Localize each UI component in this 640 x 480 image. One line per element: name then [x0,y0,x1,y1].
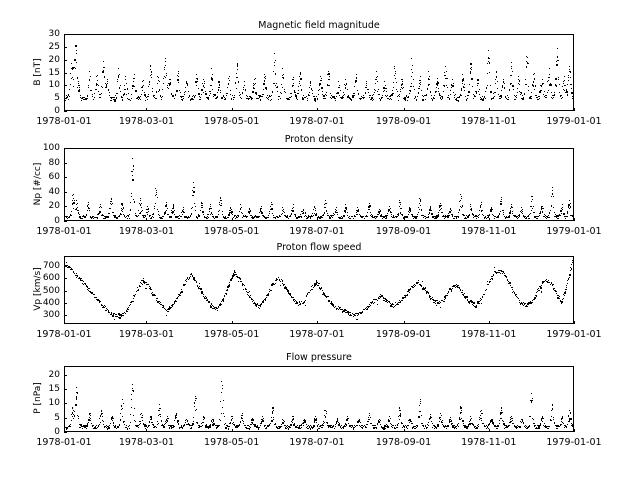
y-tick-mark [64,85,67,86]
y-tick-mark [64,177,67,178]
y-tick-label: 10 [48,398,60,409]
x-tick-mark [64,321,65,324]
y-tick-label: 80 [48,157,60,168]
panel-title: Proton density [284,134,354,145]
y-tick-label: 20 [48,201,60,212]
y-tick-mark [64,266,67,267]
y-tick-label: 400 [42,297,60,308]
x-tick-mark [404,321,405,324]
plot-area [64,34,574,111]
y-axis-label: P [nPa] [33,382,43,414]
y-tick-mark [64,148,67,149]
x-tick-mark [489,321,490,324]
y-tick-mark [64,206,67,207]
x-tick-mark [64,108,65,111]
y-tick-mark [64,98,67,99]
x-tick-label: 1978-03-01 [118,116,175,127]
x-tick-label: 1978-11-01 [461,329,517,340]
x-tick-mark [574,321,575,324]
y-tick-mark [64,34,67,35]
x-tick-label: 1978-07-01 [289,329,345,340]
x-tick-label: 1978-09-01 [375,116,432,127]
x-tick-mark [232,218,233,221]
panel-title: Magnetic field magnitude [258,20,380,31]
y-tick-label: 500 [42,285,60,296]
x-tick-mark [574,108,575,111]
x-tick-label: 1978-05-01 [204,116,260,127]
x-tick-mark [489,429,490,432]
x-tick-label: 1978-09-01 [375,437,432,448]
y-tick-label: 0 [54,427,60,437]
x-tick-mark [146,321,147,324]
y-axis-label: B [nT] [33,57,43,86]
x-tick-mark [64,218,65,221]
x-tick-label: 1978-01-01 [36,226,92,237]
y-tick-label: 15 [48,383,60,394]
x-tick-label: 1978-03-01 [118,329,175,340]
y-tick-label: 0 [54,216,60,226]
chart-panel-2 [33,134,602,237]
y-tick-label: 0 [54,106,60,116]
x-tick-label: 1979-01-01 [546,437,602,448]
x-tick-mark [146,108,147,111]
x-tick-label: 1978-05-01 [204,329,260,340]
x-tick-label: 1979-01-01 [546,116,602,127]
x-tick-label: 1978-03-01 [118,437,175,448]
y-tick-mark [64,192,67,193]
x-tick-mark [404,218,405,221]
y-tick-label: 10 [48,80,60,91]
plot-area [64,256,574,324]
x-tick-mark [317,108,318,111]
plot-area [64,148,574,221]
x-tick-label: 1978-07-01 [289,437,345,448]
chart-panel-1 [33,20,602,127]
x-tick-label: 1978-01-01 [36,437,92,448]
x-tick-mark [489,218,490,221]
y-axis-label: Vp [km/s] [33,267,43,311]
x-tick-mark [232,321,233,324]
x-tick-mark [404,429,405,432]
x-tick-label: 1978-11-01 [461,116,517,127]
x-tick-label: 1979-01-01 [546,226,602,237]
y-tick-label: 15 [48,67,60,78]
x-tick-label: 1978-01-01 [36,116,92,127]
y-tick-mark [64,60,67,61]
x-tick-label: 1978-09-01 [375,226,432,237]
x-tick-mark [64,429,65,432]
y-tick-label: 30 [48,29,60,39]
x-tick-mark [574,429,575,432]
y-tick-mark [64,389,67,390]
x-tick-mark [404,108,405,111]
y-tick-mark [64,111,67,112]
x-tick-mark [317,429,318,432]
x-tick-label: 1978-05-01 [204,437,260,448]
x-tick-mark [317,321,318,324]
panel-title: Flow pressure [286,352,352,363]
x-tick-mark [489,108,490,111]
y-tick-label: 300 [42,310,60,321]
y-tick-mark [64,291,67,292]
x-tick-label: 1978-11-01 [461,437,517,448]
y-tick-label: 20 [48,54,60,65]
x-tick-mark [317,218,318,221]
y-tick-label: 5 [54,93,60,104]
y-tick-mark [64,47,67,48]
x-tick-label: 1978-03-01 [118,226,175,237]
x-tick-label: 1978-09-01 [375,329,432,340]
chart-panel-4 [33,352,602,448]
x-tick-mark [574,218,575,221]
y-tick-mark [64,432,67,433]
panel-title: Proton flow speed [276,242,362,253]
y-tick-mark [64,403,67,404]
y-tick-mark [64,303,67,304]
y-tick-label: 700 [42,260,60,271]
y-tick-label: 5 [54,412,60,423]
y-tick-mark [64,221,67,222]
chart-panel-3 [33,242,602,340]
x-tick-mark [232,429,233,432]
x-tick-label: 1978-07-01 [289,226,345,237]
y-tick-label: 60 [48,172,60,183]
y-tick-mark [64,278,67,279]
y-tick-label: 100 [42,143,60,153]
y-tick-label: 20 [48,369,60,380]
y-tick-mark [64,73,67,74]
x-tick-label: 1978-01-01 [36,329,92,340]
x-tick-mark [146,218,147,221]
x-tick-mark [232,108,233,111]
x-tick-label: 1978-07-01 [289,116,345,127]
x-tick-label: 1978-05-01 [204,226,260,237]
y-tick-mark [64,315,67,316]
plot-area [64,366,574,432]
x-tick-label: 1979-01-01 [546,329,602,340]
y-tick-label: 600 [42,273,60,284]
x-tick-mark [146,429,147,432]
y-tick-label: 40 [48,186,60,197]
x-tick-label: 1978-11-01 [461,226,517,237]
y-axis-label: Np [#/cc] [33,162,43,205]
y-tick-label: 25 [48,41,60,52]
y-tick-mark [64,418,67,419]
y-tick-mark [64,163,67,164]
y-tick-mark [64,375,67,376]
